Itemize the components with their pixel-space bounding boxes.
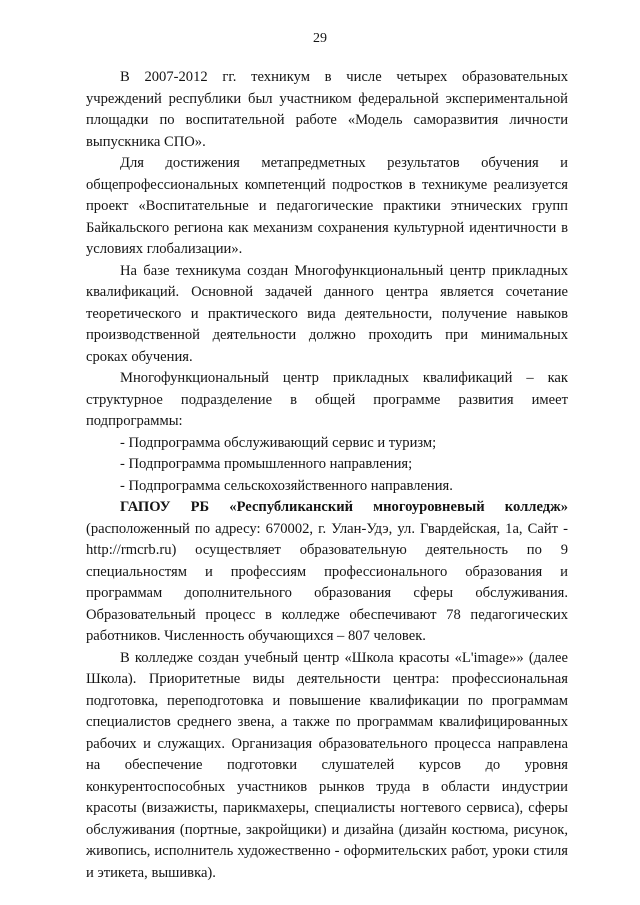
document-body bbox=[86, 67, 568, 884]
list-item-subprogram-service: - Подпрограмма обслуживающий сервис и туризм; bbox=[120, 434, 437, 451]
paragraph-subprograms-intro: Многофункциональный центр прикладных квалификаций – как структурное подразделение в общей программе развития имеет подпрограммы: bbox=[86, 370, 568, 429]
paragraph-project: Для достижения метапредметных результатов обучения и общепрофессиональных компетенций подростков в техникуме реализуется проект «Воспитательные и педагогические практики этнических групп Байкальского региона как механизм сохранения культурной идентичности в условиях глобализации». bbox=[86, 155, 568, 257]
paragraph-college bbox=[86, 497, 568, 648]
paragraph-qualification-center: На базе техникума создан Многофункциональный центр прикладных квалификаций. Основной задачей данного центра является сочетание теоретического и практического вида деятельности, получение навыков производственной деятельности должно проходить при минимальных сроках обучения. bbox=[86, 262, 568, 365]
college-name: ГАПОУ РБ «Республиканский многоуровневый колледж» bbox=[120, 499, 568, 515]
paragraph-beauty-school: В колледже создан учебный центр «Школа красоты «L'image»» (далее Школа). Приоритетные виды деятельности центра: профессиональная подготовка, переподготовка и повышение квалификации по программам специалистов среднего звена, а также по программам квалифицированных рабочих и служащих. Организация образовательного процесса направлена на обеспечение подготовки слушателей курсов до уровня конкурентоспособных участников рынков труда в области индустрии красоты (визажисты, парикмахеры, специалисты ногтевого сервиса), сферы обслуживания (портные, закройщики) и дизайна (дизайн костюма, рисунок, живопись, исполнитель художественно - оформительских работ, уроки стиля и этикета, вышивка). bbox=[86, 649, 568, 881]
college-description: (расположенный по адресу: 670002, г. Улан-Удэ, ул. Гвардейская, 1а, Сайт - http://rmcrb.ru) осуществляет образовательную деятельность по 9 специальностям и профессиям профессионального образования и программам дополнительного образования сферы обслуживания. Образовательный процесс в колледже обеспечивают 78 педагогических работников. Численность обучающихся – 807 человек. bbox=[86, 520, 568, 644]
list-item-subprogram-industrial: - Подпрограмма промышленного направления; bbox=[120, 456, 413, 472]
list-item-subprogram-agricultural: - Подпрограмма сельскохозяйственного направления. bbox=[120, 477, 453, 494]
page-number: 29 bbox=[313, 31, 327, 46]
paragraph-experimental-platform: В 2007-2012 гг. техникум в числе четырех образовательных учреждений республики был участником федеральной экспериментальной площадки по воспитательной работе «Модель саморазвития личности выпускника СПО». bbox=[86, 69, 568, 150]
